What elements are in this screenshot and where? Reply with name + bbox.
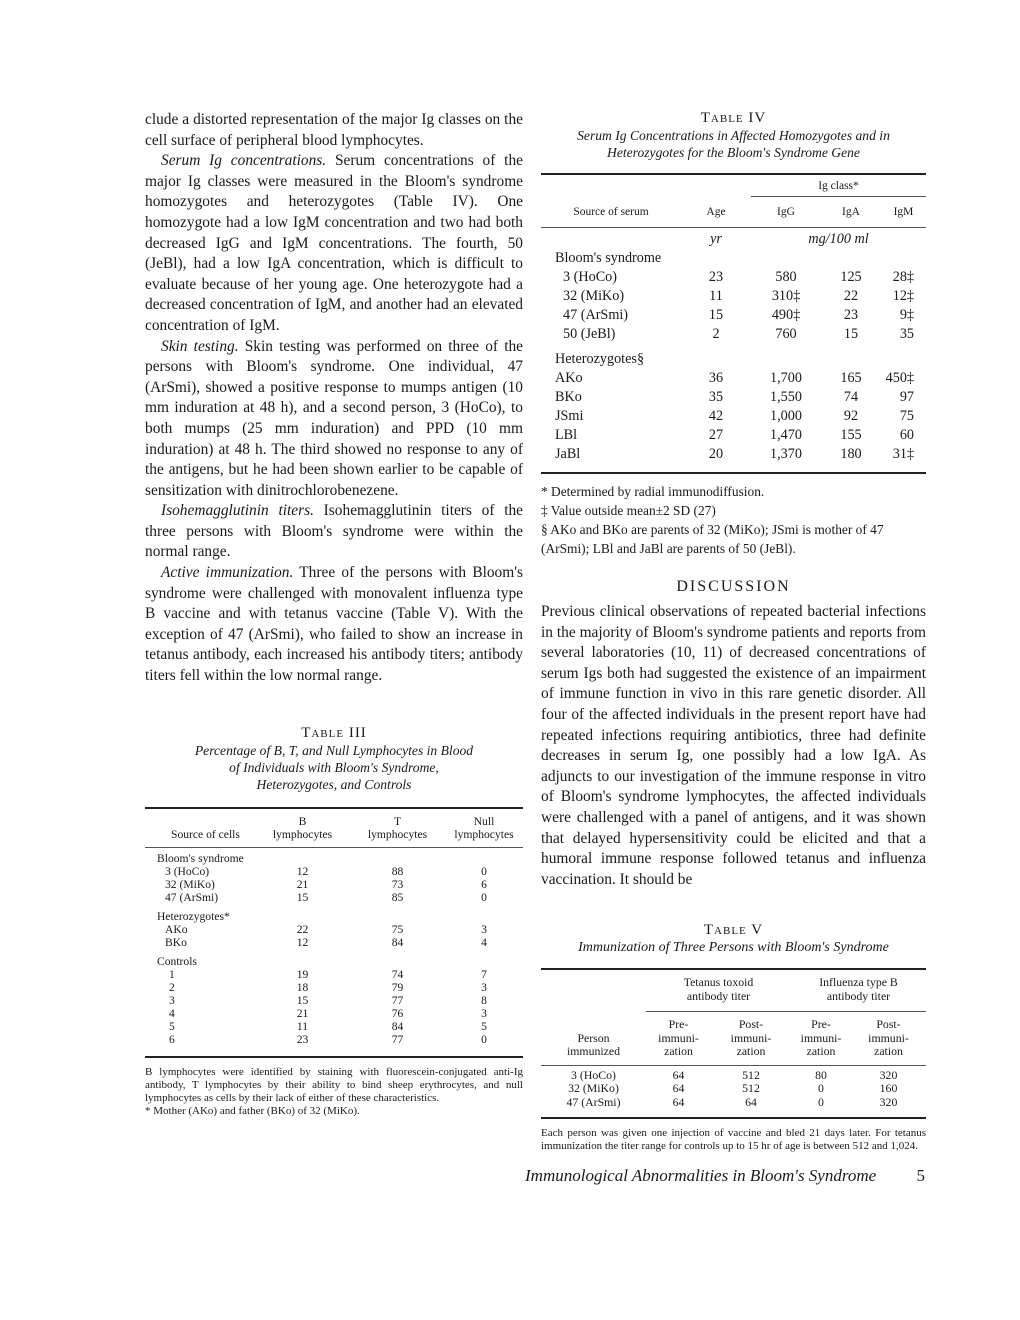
- t4-unit-conc: mg/100 ml: [808, 231, 869, 247]
- table-3-subtitle-2: of Individuals with Bloom's Syndrome,: [229, 759, 439, 775]
- table-row: [145, 923, 523, 936]
- t3-cell-t: 79: [391, 980, 404, 994]
- table-row: [145, 878, 523, 891]
- table-4-subtitle-1: Serum Ig Concentrations in Affected Homozygotes and in: [577, 128, 890, 143]
- t3-cell-source: 3 (HoCo): [165, 864, 210, 878]
- t4-cell-source: JaBl: [555, 446, 581, 462]
- paragraph-active: [145, 563, 523, 687]
- table-4-label: Table IV: [700, 110, 767, 126]
- t5-header-flu-post-1: Post-: [876, 1017, 901, 1032]
- text-iso: Isohemagglutinin titers of the three persons with Bloom's syndrome were within the normal range.: [145, 502, 523, 561]
- t3-cell-b: 15: [296, 890, 309, 904]
- table-row: [541, 287, 926, 306]
- table-5-label: Table V: [703, 922, 764, 939]
- table-row: [145, 994, 523, 1007]
- t3-cell-null: 7: [481, 967, 487, 981]
- t4-cell-igm: 12‡: [892, 288, 914, 304]
- paragraph-serum: [145, 151, 523, 336]
- t5-cell-tet-pre: 64: [672, 1067, 685, 1082]
- t3-cell-b: 23: [296, 1032, 309, 1046]
- t4-cell-age: 36: [708, 370, 724, 386]
- table-row: [145, 968, 523, 981]
- t5-header-tet-pre-2: immuni-: [658, 1030, 699, 1045]
- t5-header-flu-2: antibody titer: [826, 988, 891, 1003]
- t4-cell-igg: 1,000: [770, 408, 802, 424]
- t3-cell-null: 3: [481, 922, 487, 936]
- t4-cell-iga: 125: [840, 269, 862, 285]
- table-4-subtitle-2: Heterozygotes for the Bloom's Syndrome Gene: [607, 145, 860, 160]
- t5-cell-flu-post: 160: [879, 1081, 898, 1096]
- discussion-heading: DISCUSSION: [676, 578, 791, 595]
- t3-cell-t: 73: [391, 877, 404, 891]
- table-row: [541, 1082, 926, 1096]
- t5-header-flu-post-2: immuni-: [868, 1030, 909, 1045]
- t5-header-person-2: immunized: [566, 1044, 621, 1059]
- t4-cell-igg: 1,370: [770, 446, 802, 462]
- t3-cell-source: 2: [169, 980, 175, 994]
- t5-header-flu-pre-1: Pre-: [811, 1017, 831, 1032]
- table-row: [145, 1007, 523, 1020]
- t3-cell-b: 19: [296, 967, 309, 981]
- t4-cell-igg: 1,700: [770, 370, 802, 386]
- t4-cell-igm: 9‡: [899, 307, 914, 323]
- runin-active: Active immunization.: [161, 564, 294, 582]
- table-row: [541, 1069, 926, 1083]
- t5-header-flu-pre-3: zation: [806, 1044, 836, 1059]
- t5-cell-flu-pre: 0: [818, 1094, 824, 1109]
- table-row: [541, 1096, 926, 1110]
- table-3-grid: [145, 807, 523, 1060]
- t3-header-t-1: T: [393, 814, 402, 828]
- t4-cell-source: LBl: [555, 427, 578, 443]
- t4-header-source: Source of serum: [573, 206, 649, 218]
- t3-header-source: Source of cells: [171, 827, 240, 841]
- t4-cell-source: JSmi: [555, 408, 584, 424]
- t5-cell-flu-post: 320: [879, 1067, 898, 1082]
- t3-cell-t: 76: [391, 1006, 404, 1020]
- t5-cell-flu-pre: 0: [818, 1081, 824, 1096]
- t4-cell-iga: 165: [840, 370, 862, 386]
- t5-header-flu-1: Influenza type B: [819, 975, 898, 990]
- t3-cell-b: 15: [296, 993, 309, 1007]
- table-5: [541, 922, 926, 1153]
- t3-cell-source: AKo: [165, 922, 188, 936]
- t4-header-igm: IgM: [893, 206, 914, 218]
- t5-header-flu-pre-2: immuni-: [800, 1030, 842, 1045]
- t4-unit-age: yr: [710, 231, 722, 247]
- t4-cell-age: 42: [708, 408, 724, 424]
- t5-cell-tet-pre: 64: [672, 1094, 685, 1109]
- t3-cell-source: 32 (MiKo): [165, 877, 215, 891]
- table-3-subtitle-3: Heterozygotes, and Controls: [256, 776, 412, 792]
- table-3-footnote-2: * Mother (AKo) and father (BKo) of 32 (MiKo).: [145, 1104, 360, 1117]
- t4-cell-igm: 28‡: [892, 269, 914, 285]
- t3-cell-source: 1: [169, 967, 175, 981]
- right-column: [541, 110, 926, 1153]
- t3-cell-b: 18: [296, 980, 309, 994]
- t3-cell-null: 3: [481, 980, 487, 994]
- t5-cell-tet-post: 64: [745, 1094, 757, 1109]
- table-4-footnote-1: * Determined by radial immunodiffusion.: [541, 484, 765, 499]
- t4-cell-source: BKo: [555, 389, 582, 405]
- t3-cell-source: 4: [169, 1006, 175, 1020]
- t3-cell-t: 84: [391, 935, 404, 949]
- t5-header-tet-post-1: Post-: [738, 1017, 764, 1032]
- t3-group-title: Bloom's syndrome: [157, 851, 244, 865]
- page-number: 5: [916, 1166, 925, 1185]
- t4-cell-age: 23: [708, 269, 724, 285]
- text-active: Three of the persons with Bloom's syndrome were challenged with monovalent influenza type B vaccine and with tetanus vaccine (Table V). With the exception of 47 (ArSmi), who failed to show an increase in tetanus antibody, each increased his antibody titers; antibody titers fell within the low normal range.: [145, 564, 523, 685]
- t3-group-title: Controls: [157, 954, 197, 968]
- t4-cell-igm: 60: [899, 427, 914, 443]
- t3-cell-t: 77: [391, 1032, 404, 1046]
- text-serum: Serum concentrations of the major Ig classes were measured in the Bloom's syndrome homozygotes and heterozygotes (Table IV). One homozygote had a low IgM concentration and two had both decreased IgG and IgM concentrations. The fourth, 50 (JeBl), had a low IgA concentration, which is difficult to evaluate because of her young age. One heterozygote had a decreased concentration of IgM, and another had an elevated concentration of IgM.: [145, 152, 523, 334]
- table-4-grid: [541, 173, 926, 476]
- table-row: [541, 369, 926, 388]
- table-3-label: Table III: [301, 724, 367, 741]
- t3-cell-null: 0: [481, 890, 487, 904]
- table-row: [145, 981, 523, 994]
- t4-group-title: Heterozygotes§: [555, 351, 645, 367]
- t4-cell-source: 3 (HoCo): [563, 269, 617, 285]
- t3-cell-b: 12: [296, 935, 309, 949]
- t3-cell-source: 3: [169, 993, 175, 1007]
- t4-header-age: Age: [706, 206, 726, 218]
- t4-cell-age: 27: [708, 427, 724, 443]
- t4-cell-igg: 490‡: [771, 307, 801, 323]
- t4-header-igg: IgG: [777, 206, 795, 218]
- t3-cell-b: 22: [296, 922, 309, 936]
- t3-cell-source: 47 (ArSmi): [165, 890, 219, 904]
- t3-cell-null: 0: [481, 1032, 487, 1046]
- t5-header-flu-post-3: zation: [874, 1044, 903, 1059]
- t4-cell-source: 47 (ArSmi): [563, 307, 629, 323]
- t3-header-b-2: lymphocytes: [272, 827, 333, 841]
- t5-cell-person: 3 (HoCo): [571, 1067, 616, 1082]
- table-5-subtitle: Immunization of Three Persons with Bloom's Syndrome: [578, 940, 889, 956]
- t3-cell-source: BKo: [165, 935, 187, 949]
- table-4: [541, 110, 926, 558]
- t3-cell-null: 3: [481, 1006, 487, 1020]
- table-row: [541, 445, 926, 464]
- runin-iso: Isohemagglutinin titers.: [161, 502, 314, 520]
- table-4-footnote-3: § AKo and BKo are parents of 32 (MiKo); JSmi is mother of 47 (ArSmi); LBl and JaBl are parents of 50 (JeBl).: [541, 522, 884, 556]
- t4-cell-age: 35: [708, 389, 724, 405]
- t5-cell-flu-post: 320: [879, 1094, 898, 1109]
- t5-header-tetanus-1: Tetanus toxoid: [683, 975, 754, 990]
- table-row: [541, 407, 926, 426]
- table-row: [541, 306, 926, 325]
- t4-cell-age: 20: [708, 446, 724, 462]
- t4-cell-age: 15: [708, 307, 724, 323]
- t4-cell-iga: 23: [843, 307, 859, 323]
- t3-cell-t: 88: [391, 864, 404, 878]
- t5-header-tet-pre-3: zation: [664, 1044, 693, 1059]
- t5-header-tetanus-2: antibody titer: [686, 988, 751, 1003]
- t4-cell-iga: 92: [843, 408, 859, 424]
- t5-cell-tet-pre: 64: [672, 1081, 685, 1096]
- t4-cell-igg: 1,470: [770, 427, 802, 443]
- t5-cell-person: 32 (MiKo): [568, 1081, 619, 1096]
- table-3-subtitle-1: Percentage of B, T, and Null Lymphocytes in Blood: [194, 742, 474, 758]
- t4-cell-igm: 35: [899, 326, 914, 342]
- t3-cell-t: 77: [391, 993, 404, 1007]
- t3-cell-b: 21: [296, 877, 309, 891]
- t4-cell-source: AKo: [555, 370, 583, 386]
- table-row: [145, 1020, 523, 1033]
- t3-cell-b: 21: [296, 1006, 309, 1020]
- t4-cell-iga: 22: [843, 288, 859, 304]
- table-4-footnote-2: ‡ Value outside mean±2 SD (27): [541, 503, 716, 518]
- discussion-paragraph: Previous clinical observations of repeated bacterial infections in the majority of Bloom's syndrome patients and reports from several laboratories (10, 11) of decreased concentrations of serum Igs both had suggested the existence of an impairment of immune function in vivo in this rare genetic disorder. All four of the affected individuals in the present report have had repeated infections requiring antibiotics, three had definite decreases in serum Ig, one possibly had a low IgA. As adjuncts to our investigation of the immune response in vitro of Bloom's syndrome lymphocytes, the affected individuals were challenged with a panel of antigens, and it was shown that delayed hypersensitivity could be elicited and that a humoral immune response followed tetanus and influenza vaccination. It should be: [541, 603, 926, 888]
- t4-cell-age: 11: [709, 288, 723, 304]
- t3-header-b-1: B: [298, 814, 307, 828]
- t3-cell-null: 8: [481, 993, 487, 1007]
- t3-cell-b: 11: [296, 1019, 309, 1033]
- table-row: [145, 891, 523, 904]
- t4-cell-age: 2: [712, 326, 720, 342]
- t5-header-tet-post-2: immuni-: [730, 1030, 772, 1045]
- t4-cell-iga: 15: [843, 326, 859, 342]
- t5-header-tet-post-3: zation: [736, 1044, 766, 1059]
- t4-cell-source: 50 (JeBl): [563, 326, 616, 342]
- table-row: [145, 936, 523, 949]
- t4-header-iga: IgA: [842, 206, 860, 218]
- table-3-footnote-1: B lymphocytes were identified by staining with fluorescein-conjugated anti-Ig antibody, T lymphocytes by their ability to bind sheep erythrocytes, and null lymphocytes as cells by their lack of either of these characteristics.: [145, 1065, 523, 1104]
- table-3: [145, 725, 523, 1118]
- t5-cell-flu-pre: 80: [815, 1067, 827, 1082]
- paragraph-intro: clude a distorted representation of the major Ig classes on the cell surface of peripheral blood lymphocytes.: [145, 111, 523, 149]
- t3-cell-null: 6: [481, 877, 487, 891]
- paragraph-skin: [145, 337, 523, 502]
- t4-cell-source: 32 (MiKo): [563, 288, 625, 304]
- table-row: [145, 865, 523, 878]
- t3-cell-source: 6: [169, 1032, 175, 1046]
- running-title: Immunological Abnormalities in Bloom's Syndrome: [525, 1166, 877, 1185]
- t4-header-ig-class: Ig class*: [818, 180, 859, 192]
- t4-cell-iga: 155: [840, 427, 862, 443]
- t4-cell-igg: 760: [775, 326, 797, 342]
- table-row: [541, 268, 926, 287]
- t4-cell-igm: 450‡: [885, 370, 914, 386]
- table-row: [541, 426, 926, 445]
- table-5-footnote: Each person was given one injection of vaccine and bled 21 days later. For tetanus immunization the titer range for controls up to 15 hr of age is between 512 and 1,024.: [541, 1127, 926, 1153]
- runin-skin: Skin testing.: [161, 337, 239, 355]
- t4-cell-iga: 74: [843, 389, 859, 405]
- t5-header-person-1: Person: [577, 1030, 610, 1045]
- table-row: [145, 1033, 523, 1046]
- t3-cell-null: 4: [481, 935, 487, 949]
- t3-cell-t: 75: [391, 922, 404, 936]
- left-column: [145, 110, 523, 1118]
- t3-header-null-1: Null: [473, 814, 495, 828]
- t4-cell-igg: 580: [775, 269, 797, 285]
- t4-cell-iga: 180: [840, 446, 862, 462]
- t3-header-null-2: lymphocytes: [454, 827, 514, 841]
- t3-cell-t: 85: [391, 890, 404, 904]
- t3-cell-b: 12: [296, 864, 309, 878]
- t3-cell-t: 74: [391, 967, 404, 981]
- t4-cell-igm: 75: [899, 408, 914, 424]
- t3-group-title: Heterozygotes*: [157, 909, 230, 923]
- paragraph-iso: [145, 501, 523, 563]
- t5-cell-tet-post: 512: [742, 1081, 760, 1096]
- table-row: [541, 325, 926, 344]
- text-skin: Skin testing was performed on three of the persons with Bloom's syndrome. One individual, 47 (ArSmi), showed a positive response to mumps antigen (10 mm induration at 48 h), and a second person, 3 (HoCo), to both mumps (25 mm induration) and PPD (10 mm induration) at 48 h. The third showed no response to any of the antigens, but he had been shown earlier to be capable of sensitization with dinitrochlorobenezene.: [145, 337, 523, 499]
- t4-cell-igg: 310‡: [771, 288, 801, 304]
- t5-header-tet-pre-1: Pre-: [668, 1017, 689, 1032]
- t4-cell-igm: 31‡: [892, 446, 914, 462]
- t4-cell-igm: 97: [899, 389, 914, 405]
- t5-cell-tet-post: 512: [742, 1067, 760, 1082]
- t4-group-title: Bloom's syndrome: [555, 250, 662, 266]
- t3-cell-null: 0: [481, 864, 487, 878]
- t3-cell-t: 84: [391, 1019, 404, 1033]
- t3-header-t-2: lymphocytes: [367, 827, 428, 841]
- runin-serum: Serum Ig concentrations.: [161, 152, 327, 170]
- t5-cell-person: 47 (ArSmi): [566, 1094, 621, 1109]
- t3-cell-null: 5: [481, 1019, 487, 1033]
- page-footer: [525, 1166, 925, 1186]
- table-row: [541, 388, 926, 407]
- t4-cell-igg: 1,550: [770, 389, 802, 405]
- t3-cell-source: 5: [169, 1019, 175, 1033]
- table-5-grid: [541, 968, 926, 1121]
